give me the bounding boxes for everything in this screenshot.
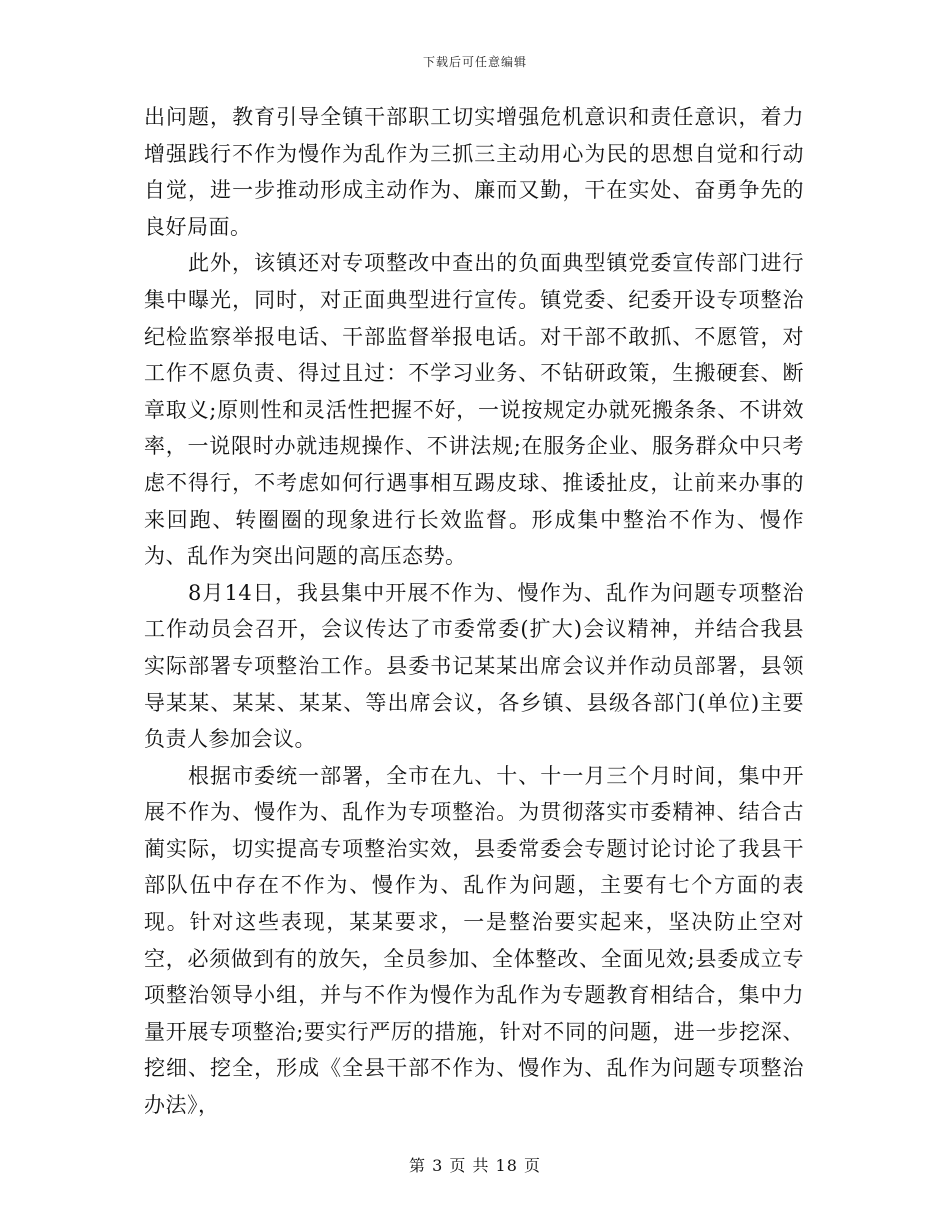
paragraph-2: 此外，该镇还对专项整改中查出的负面典型镇党委宣传部门进行集中曝光，同时，对正面典型进行宣传。镇党委、纪委开设专项整治纪检监察举报电话、干部监督举报电话。对干部不敢抓、不愿管，对工作不愿负责、得过且过：不学习业务、不钻研政策，生搬硬套、断章取义;原则性和灵活性把握不好，一说按规定办就死搬条条、不讲效率，一说限时办就违规操作、不讲法规;在服务企业、服务群众中只考虑不得行，不考虑如何行遇事相互踢皮球、推诿扯皮，让前来办事的来回跑、转圈圈的现象进行长效监督。形成集中整治不作为、慢作为、乱作为突出问题的高压态势。 <box>144 251 804 569</box>
paragraph-1: 出问题，教育引导全镇干部职工切实增强危机意识和责任意识，着力增强践行不作为慢作为乱作为三抓三主动用心为民的思想自觉和行动自觉，进一步推动形成主动作为、廉而又勤，干在实处、奋勇争先的良好局面。 <box>144 105 804 239</box>
footer-page-number: 3 <box>432 1156 444 1175</box>
page-header: 下载后可任意编辑 <box>422 55 527 69</box>
paragraph-3: 8月14日，我县集中开展不作为、慢作为、乱作为问题专项整治工作动员会召开，会议传达了市委常委(扩大)会议精神，并结合我县实际部署专项整治工作。县委书记某某出席会议并作动员部署，县领导某某、某某、某某、等出席会议，各乡镇、县级各部门(单位)主要负责人参加会议。 <box>144 580 804 752</box>
footer-suffix: 页 <box>524 1156 542 1175</box>
document-body <box>144 99 804 1124</box>
footer-prefix: 第 <box>408 1156 426 1175</box>
footer-total-pages: 18 <box>495 1156 518 1175</box>
page-footer <box>0 1153 950 1176</box>
paragraph-4: 根据市委统一部署，全市在九、十、十一月三个月时间，集中开展不作为、慢作为、乱作为专项整治。为贯彻落实市委精神、结合古蔺实际，切实提高专项整治实效，县委常委会专题讨论讨论了我县干部队伍中存在不作为、慢作为、乱作为问题，主要有七个方面的表现。针对这些表现，某某要求，一是整治要实起来，坚决防止空对空，必须做到有的放矢，全员参加、全体整改、全面见效;县委成立专项整治领导小组，并与不作为慢作为乱作为专题教育相结合，集中力量开展专项整治;要实行严厉的措施，针对不同的问题，进一步挖深、挖细、挖全，形成《全县干部不作为、慢作为、乱作为问题专项整治办法》， <box>144 763 804 1118</box>
footer-middle: 页 共 <box>449 1156 490 1175</box>
